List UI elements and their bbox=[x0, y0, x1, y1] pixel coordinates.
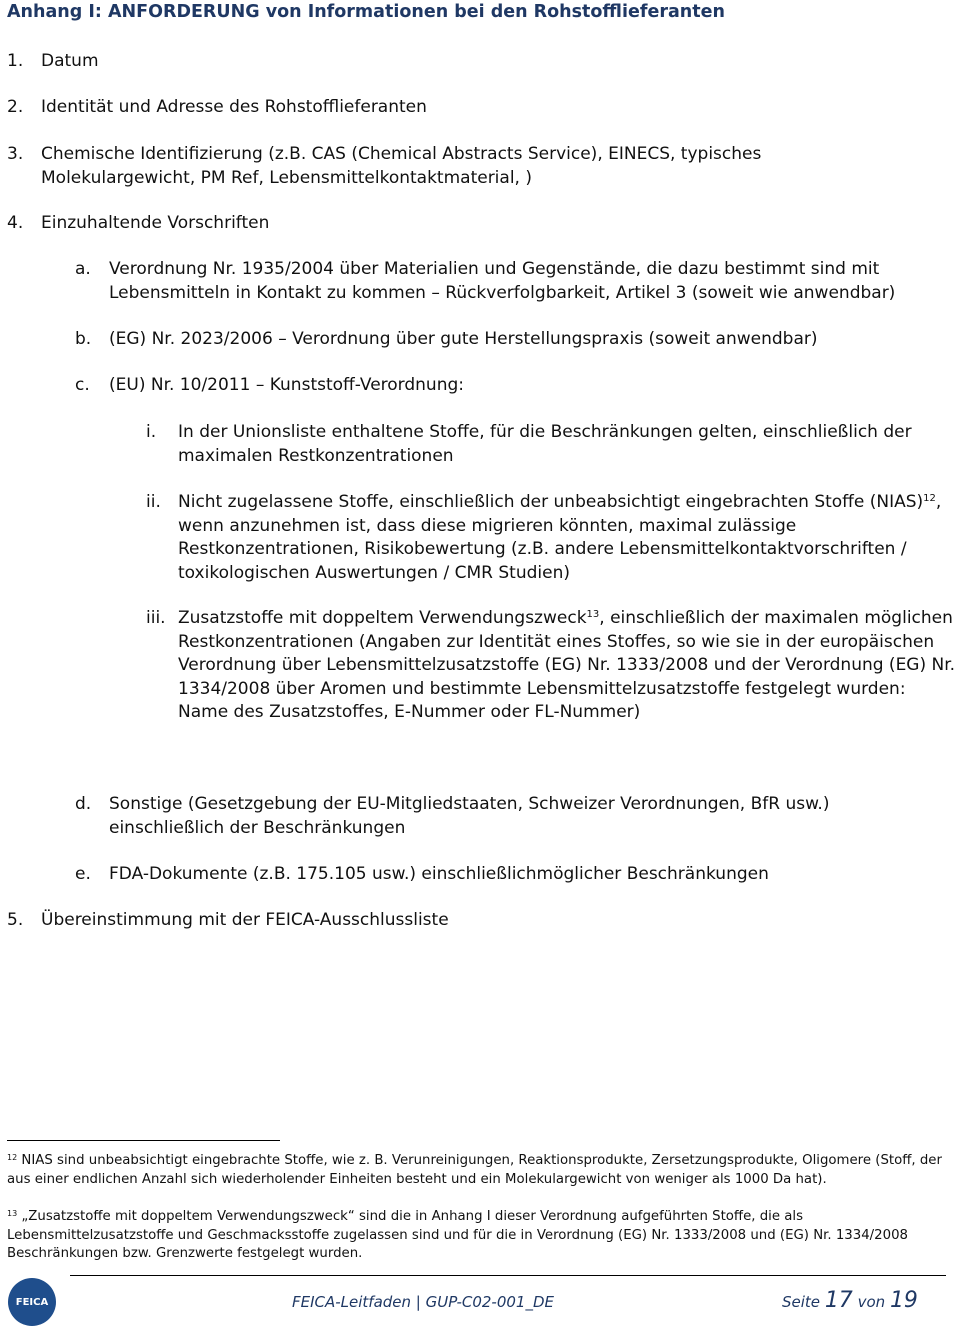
text-part: , einschließlich der maximalen möglichen Restkonzentrationen (Angaben zur Identität eines Stoffes, so wie sie in der europäischen Verordnung über Lebensmittelzusatzstoffe (EG) Nr. 1333/2008 und der Verordnung (EG) Nr. 1334/2008 über Aromen und bestimmte Lebensmittelzusatzstoffe festgelegt wurden: Name des Zusatzstoffes, E-Nummer oder FL-Nummer) bbox=[178, 608, 956, 722]
item-number: d. bbox=[75, 794, 92, 814]
footnote-ref[interactable]: 12 bbox=[923, 493, 936, 504]
item-number: e. bbox=[75, 864, 91, 884]
item-text: Übereinstimmung mit der FEICA-Ausschlussliste bbox=[41, 910, 449, 930]
page-of-label: von bbox=[857, 1293, 886, 1311]
page-title: Anhang I: ANFORDERUNG von Informationen bei den Rohstofflieferanten bbox=[7, 2, 725, 22]
item-number: c. bbox=[75, 375, 90, 395]
footnote-number: 13 bbox=[7, 1209, 18, 1218]
footnote bbox=[7, 1152, 952, 1189]
item-number: 4. bbox=[7, 213, 24, 233]
item-number: i. bbox=[146, 422, 157, 442]
logo-text: FEICA bbox=[15, 1296, 49, 1308]
item-number: ii. bbox=[146, 492, 161, 512]
footnote-number: 12 bbox=[7, 1153, 18, 1162]
item-text: Identität und Adresse des Rohstofflieferanten bbox=[41, 97, 427, 117]
item-text: Datum bbox=[41, 51, 99, 71]
current-page: 17 bbox=[824, 1288, 853, 1313]
footnote bbox=[7, 1208, 952, 1264]
item-number: iii. bbox=[146, 608, 166, 628]
text-part: Zusatzstoffe mit doppeltem Verwendungszweck bbox=[178, 608, 587, 628]
page-label: Seite bbox=[782, 1293, 821, 1311]
item-text: (EG) Nr. 2023/2006 – Verordnung über gute Herstellungspraxis (soweit anwendbar) bbox=[109, 329, 818, 349]
item-text: (EU) Nr. 10/2011 – Kunststoff-Verordnung: bbox=[109, 375, 464, 395]
text-part: Nicht zugelassene Stoffe, einschließlich der unbeabsichtigt eingebrachten Stoffe (NIAS) bbox=[178, 492, 924, 512]
item-text: Einzuhaltende Vorschriften bbox=[41, 213, 270, 233]
footnote-text: NIAS sind unbeabsichtigt eingebrachte Stoffe, wie z. B. Verunreinigungen, Reaktionsprodukte, Zersetzungsprodukte, Oligomere (Stoff, der aus einer endlichen Anzahl sich wiederholender Einheiten besteht und ein Molekulargewicht von weniger als 1000 Da hat). bbox=[7, 1153, 942, 1187]
footnote-text: „Zusatzstoffe mit doppeltem Verwendungszweck“ sind die in Anhang I dieser Verordnung aufgeführten Stoffe, die als Lebensmittelzusatzstoffe und Geschmacksstoffe zugelassen sind und für die in Verordnung (EG) Nr. 1333/2008 und (EG) Nr. 1334/2008 Beschränkungen bzw. Grenzwerte festgelegt wurden. bbox=[7, 1209, 908, 1261]
total-pages: 19 bbox=[889, 1288, 918, 1313]
item-number: 5. bbox=[7, 910, 24, 930]
item-text: In der Unionsliste enthaltene Stoffe, für die Beschränkungen gelten, einschließlich der maximalen Restkonzentrationen bbox=[178, 422, 912, 466]
item-text bbox=[178, 607, 960, 725]
footnote-ref[interactable]: 13 bbox=[586, 609, 600, 620]
footer-divider bbox=[70, 1275, 946, 1276]
item-number: 3. bbox=[7, 144, 24, 164]
item-text: Verordnung Nr. 1935/2004 über Materialien und Gegenstände, die dazu bestimmt sind mit Lebensmitteln in Kontakt zu kommen – Rückverfolgbarkeit, Artikel 3 (soweit wie anwendbar) bbox=[109, 259, 896, 303]
item-text: Sonstige (Gesetzgebung der EU-Mitgliedstaaten, Schweizer Verordnungen, BfR usw.) einschließlich der Beschränkungen bbox=[109, 794, 830, 838]
item-number: b. bbox=[75, 329, 92, 349]
item-number: 2. bbox=[7, 97, 24, 117]
feica-logo bbox=[8, 1278, 56, 1326]
item-number: a. bbox=[75, 259, 91, 279]
footnote-divider bbox=[7, 1140, 280, 1141]
item-number: 1. bbox=[7, 51, 24, 71]
page-number bbox=[782, 1288, 918, 1313]
text-part: , wenn anzunehmen ist, dass diese migrieren könnten, maximal zulässige Restkonzentrationen, Risikobewertung (z.B. andere Lebensmittelkontaktvorschriften / toxikologischen Auswertungen / CMR Studien) bbox=[178, 492, 942, 583]
item-text: Chemische Identifizierung (z.B. CAS (Chemical Abstracts Service), EINECS, typisches Molekulargewicht, PM Ref, Lebensmittelkontaktmaterial, ) bbox=[41, 144, 762, 188]
item-text bbox=[178, 491, 960, 585]
footer-document-id: FEICA-Leitfaden | GUP-C02-001_DE bbox=[292, 1293, 555, 1311]
item-text: FDA-Dokumente (z.B. 175.105 usw.) einschließlichmöglicher Beschränkungen bbox=[109, 864, 769, 884]
